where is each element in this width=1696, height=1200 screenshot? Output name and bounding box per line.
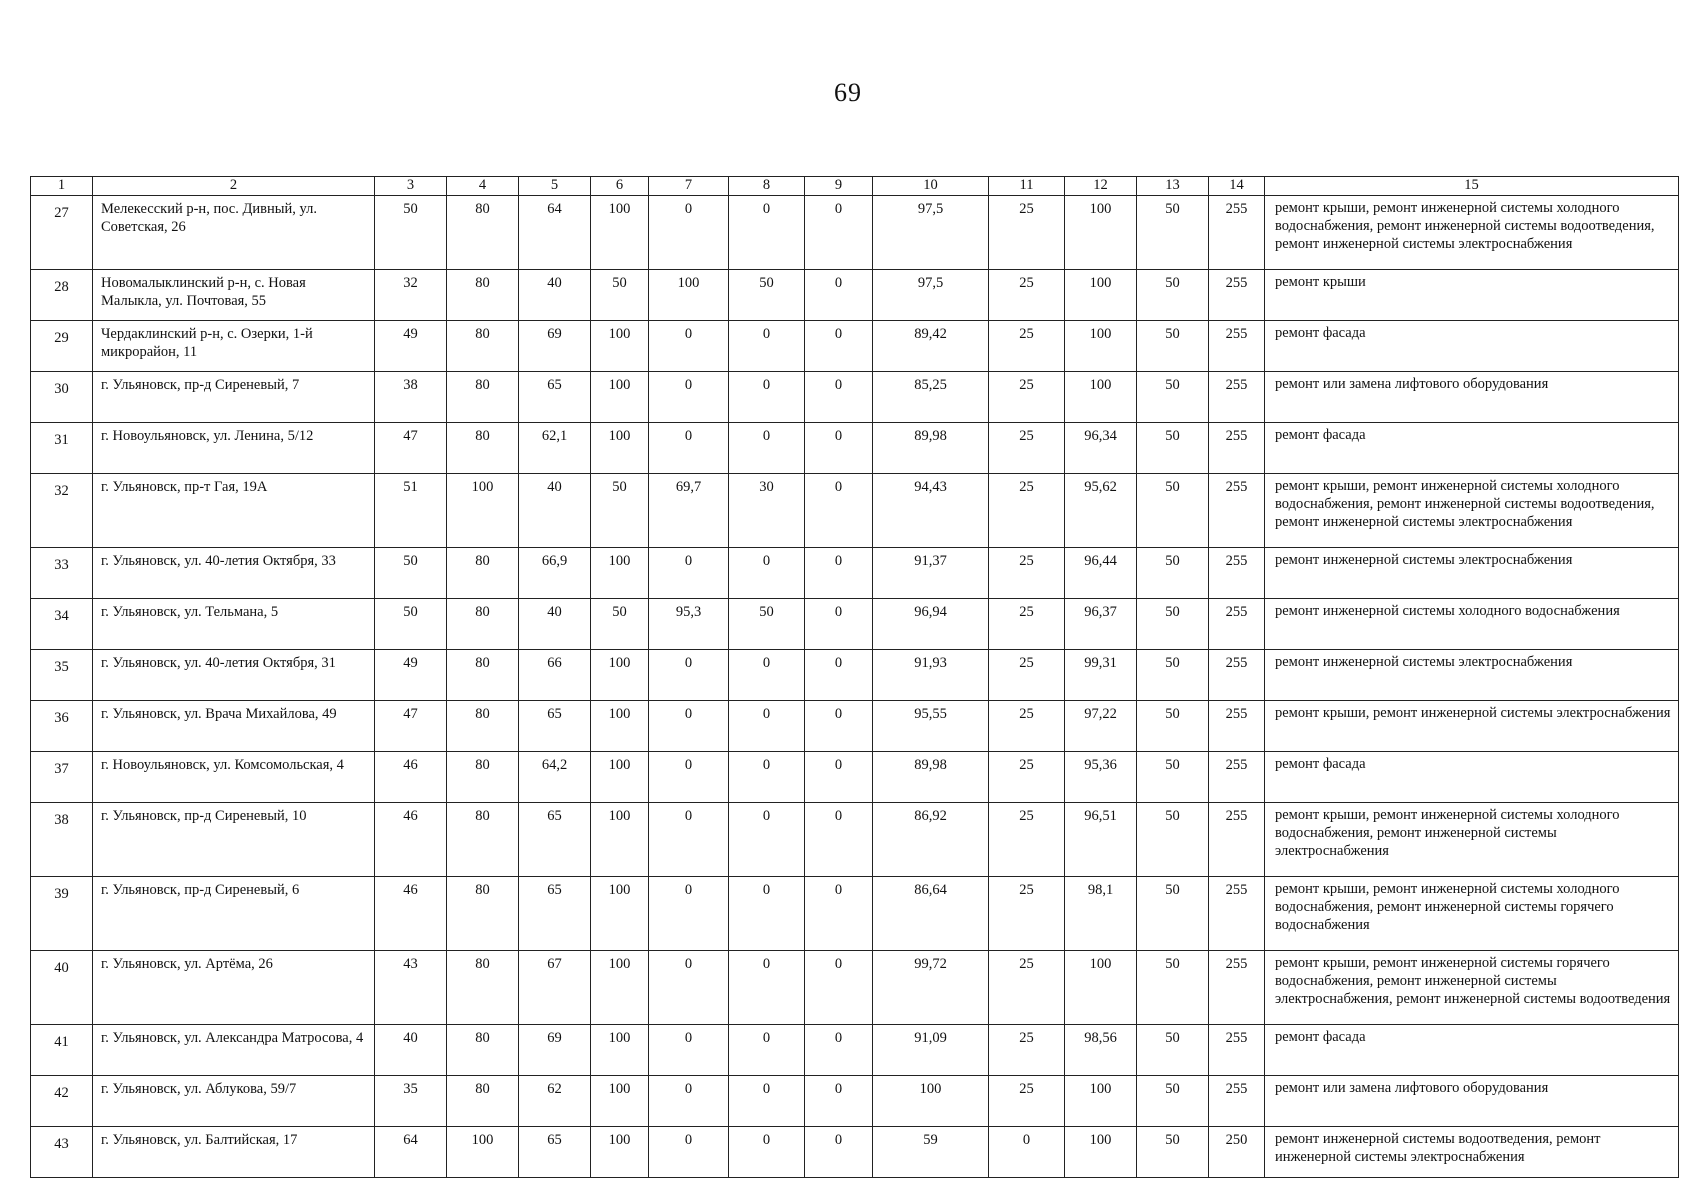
value-cell-c13: 50 xyxy=(1137,1076,1209,1127)
value-cell-c11: 25 xyxy=(989,372,1065,423)
value-cell-c3: 35 xyxy=(375,1076,447,1127)
column-header: 11 xyxy=(989,177,1065,196)
works-cell: ремонт крыши, ремонт инженерной системы холодного водоснабжения, ремонт инженерной системы водоотведения, ремонт инженерной системы электроснабжения xyxy=(1265,196,1679,270)
value-cell-c3: 46 xyxy=(375,752,447,803)
value-cell-c6: 100 xyxy=(591,877,649,951)
value-cell-c10: 89,98 xyxy=(873,423,989,474)
value-cell-c3: 64 xyxy=(375,1127,447,1178)
row-number-cell: 36 xyxy=(31,701,93,752)
value-cell-c5: 62,1 xyxy=(519,423,591,474)
column-header: 4 xyxy=(447,177,519,196)
value-cell-c9: 0 xyxy=(805,803,873,877)
value-cell-c5: 69 xyxy=(519,1025,591,1076)
value-cell-c5: 69 xyxy=(519,321,591,372)
address-cell: г. Ульяновск, пр-д Сиреневый, 6 xyxy=(93,877,375,951)
value-cell-c3: 51 xyxy=(375,474,447,548)
value-cell-c5: 66,9 xyxy=(519,548,591,599)
value-cell-c14: 255 xyxy=(1209,196,1265,270)
value-cell-c6: 50 xyxy=(591,474,649,548)
works-cell: ремонт или замена лифтового оборудования xyxy=(1265,372,1679,423)
value-cell-c13: 50 xyxy=(1137,1127,1209,1178)
address-cell: г. Ульяновск, ул. 40-летия Октября, 33 xyxy=(93,548,375,599)
row-number-cell: 41 xyxy=(31,1025,93,1076)
row-number-cell: 40 xyxy=(31,951,93,1025)
value-cell-c10: 91,93 xyxy=(873,650,989,701)
value-cell-c6: 50 xyxy=(591,599,649,650)
value-cell-c9: 0 xyxy=(805,599,873,650)
value-cell-c4: 100 xyxy=(447,474,519,548)
value-cell-c3: 43 xyxy=(375,951,447,1025)
value-cell-c10: 100 xyxy=(873,1076,989,1127)
column-header: 14 xyxy=(1209,177,1265,196)
value-cell-c7: 0 xyxy=(649,650,729,701)
value-cell-c14: 255 xyxy=(1209,372,1265,423)
value-cell-c9: 0 xyxy=(805,474,873,548)
value-cell-c14: 255 xyxy=(1209,423,1265,474)
header-row xyxy=(31,177,1679,196)
value-cell-c12: 97,22 xyxy=(1065,701,1137,752)
works-cell: ремонт фасада xyxy=(1265,321,1679,372)
value-cell-c11: 25 xyxy=(989,599,1065,650)
value-cell-c5: 40 xyxy=(519,474,591,548)
value-cell-c8: 0 xyxy=(729,1076,805,1127)
value-cell-c7: 0 xyxy=(649,752,729,803)
value-cell-c6: 100 xyxy=(591,701,649,752)
value-cell-c11: 25 xyxy=(989,196,1065,270)
value-cell-c12: 96,51 xyxy=(1065,803,1137,877)
value-cell-c5: 40 xyxy=(519,599,591,650)
value-cell-c8: 0 xyxy=(729,321,805,372)
value-cell-c10: 96,94 xyxy=(873,599,989,650)
value-cell-c10: 89,98 xyxy=(873,752,989,803)
row-number-cell: 34 xyxy=(31,599,93,650)
value-cell-c11: 25 xyxy=(989,650,1065,701)
value-cell-c7: 0 xyxy=(649,372,729,423)
value-cell-c5: 65 xyxy=(519,877,591,951)
table-row xyxy=(31,548,1679,599)
value-cell-c6: 100 xyxy=(591,372,649,423)
value-cell-c14: 255 xyxy=(1209,803,1265,877)
table-row xyxy=(31,474,1679,548)
value-cell-c9: 0 xyxy=(805,877,873,951)
value-cell-c14: 255 xyxy=(1209,877,1265,951)
table-row xyxy=(31,321,1679,372)
value-cell-c11: 0 xyxy=(989,1127,1065,1178)
address-cell: г. Ульяновск, пр-д Сиреневый, 10 xyxy=(93,803,375,877)
row-number-cell: 29 xyxy=(31,321,93,372)
value-cell-c7: 0 xyxy=(649,877,729,951)
value-cell-c14: 255 xyxy=(1209,1076,1265,1127)
column-header: 7 xyxy=(649,177,729,196)
column-header: 2 xyxy=(93,177,375,196)
value-cell-c12: 96,37 xyxy=(1065,599,1137,650)
value-cell-c11: 25 xyxy=(989,877,1065,951)
value-cell-c11: 25 xyxy=(989,803,1065,877)
value-cell-c12: 100 xyxy=(1065,196,1137,270)
value-cell-c11: 25 xyxy=(989,701,1065,752)
value-cell-c5: 65 xyxy=(519,1127,591,1178)
row-number-cell: 35 xyxy=(31,650,93,701)
value-cell-c12: 100 xyxy=(1065,372,1137,423)
value-cell-c13: 50 xyxy=(1137,951,1209,1025)
value-cell-c8: 0 xyxy=(729,803,805,877)
value-cell-c11: 25 xyxy=(989,270,1065,321)
value-cell-c4: 80 xyxy=(447,701,519,752)
value-cell-c6: 100 xyxy=(591,423,649,474)
table-row xyxy=(31,752,1679,803)
value-cell-c7: 0 xyxy=(649,951,729,1025)
value-cell-c11: 25 xyxy=(989,1025,1065,1076)
value-cell-c7: 0 xyxy=(649,423,729,474)
value-cell-c10: 89,42 xyxy=(873,321,989,372)
row-number-cell: 39 xyxy=(31,877,93,951)
value-cell-c13: 50 xyxy=(1137,650,1209,701)
value-cell-c9: 0 xyxy=(805,650,873,701)
value-cell-c4: 80 xyxy=(447,877,519,951)
value-cell-c10: 97,5 xyxy=(873,196,989,270)
row-number-cell: 32 xyxy=(31,474,93,548)
works-cell: ремонт инженерной системы холодного водоснабжения xyxy=(1265,599,1679,650)
value-cell-c6: 100 xyxy=(591,548,649,599)
works-cell: ремонт инженерной системы электроснабжения xyxy=(1265,650,1679,701)
address-cell: Чердаклинский р-н, с. Озерки, 1-й микрорайон, 11 xyxy=(93,321,375,372)
value-cell-c13: 50 xyxy=(1137,548,1209,599)
value-cell-c5: 66 xyxy=(519,650,591,701)
value-cell-c13: 50 xyxy=(1137,196,1209,270)
value-cell-c7: 0 xyxy=(649,1076,729,1127)
value-cell-c10: 86,64 xyxy=(873,877,989,951)
table-row xyxy=(31,1076,1679,1127)
value-cell-c13: 50 xyxy=(1137,701,1209,752)
column-header: 15 xyxy=(1265,177,1679,196)
value-cell-c8: 50 xyxy=(729,599,805,650)
address-cell: г. Ульяновск, ул. 40-летия Октября, 31 xyxy=(93,650,375,701)
value-cell-c6: 100 xyxy=(591,196,649,270)
value-cell-c9: 0 xyxy=(805,1025,873,1076)
value-cell-c6: 100 xyxy=(591,1025,649,1076)
repair-table-container xyxy=(30,176,1671,1178)
value-cell-c5: 64,2 xyxy=(519,752,591,803)
value-cell-c9: 0 xyxy=(805,270,873,321)
address-cell: г. Ульяновск, ул. Аблукова, 59/7 xyxy=(93,1076,375,1127)
works-cell: ремонт фасада xyxy=(1265,1025,1679,1076)
value-cell-c11: 25 xyxy=(989,1076,1065,1127)
value-cell-c11: 25 xyxy=(989,423,1065,474)
value-cell-c12: 96,44 xyxy=(1065,548,1137,599)
value-cell-c8: 0 xyxy=(729,650,805,701)
value-cell-c13: 50 xyxy=(1137,321,1209,372)
value-cell-c4: 80 xyxy=(447,423,519,474)
value-cell-c6: 100 xyxy=(591,650,649,701)
value-cell-c14: 255 xyxy=(1209,752,1265,803)
value-cell-c12: 100 xyxy=(1065,1076,1137,1127)
row-number-cell: 30 xyxy=(31,372,93,423)
value-cell-c9: 0 xyxy=(805,321,873,372)
value-cell-c7: 0 xyxy=(649,1025,729,1076)
value-cell-c8: 30 xyxy=(729,474,805,548)
row-number-cell: 43 xyxy=(31,1127,93,1178)
value-cell-c12: 95,62 xyxy=(1065,474,1137,548)
value-cell-c12: 99,31 xyxy=(1065,650,1137,701)
value-cell-c13: 50 xyxy=(1137,270,1209,321)
value-cell-c12: 100 xyxy=(1065,270,1137,321)
address-cell: г. Ульяновск, ул. Врача Михайлова, 49 xyxy=(93,701,375,752)
value-cell-c5: 67 xyxy=(519,951,591,1025)
value-cell-c4: 80 xyxy=(447,599,519,650)
value-cell-c14: 255 xyxy=(1209,321,1265,372)
value-cell-c7: 0 xyxy=(649,1127,729,1178)
repair-table xyxy=(30,176,1679,1178)
value-cell-c11: 25 xyxy=(989,951,1065,1025)
value-cell-c7: 100 xyxy=(649,270,729,321)
value-cell-c10: 86,92 xyxy=(873,803,989,877)
value-cell-c14: 255 xyxy=(1209,701,1265,752)
value-cell-c6: 100 xyxy=(591,803,649,877)
value-cell-c3: 38 xyxy=(375,372,447,423)
table-row xyxy=(31,372,1679,423)
value-cell-c8: 0 xyxy=(729,877,805,951)
row-number-cell: 33 xyxy=(31,548,93,599)
works-cell: ремонт или замена лифтового оборудования xyxy=(1265,1076,1679,1127)
value-cell-c4: 80 xyxy=(447,548,519,599)
value-cell-c4: 80 xyxy=(447,270,519,321)
value-cell-c8: 0 xyxy=(729,752,805,803)
value-cell-c6: 50 xyxy=(591,270,649,321)
value-cell-c9: 0 xyxy=(805,423,873,474)
value-cell-c11: 25 xyxy=(989,321,1065,372)
value-cell-c4: 100 xyxy=(447,1127,519,1178)
table-row xyxy=(31,1127,1679,1178)
value-cell-c7: 0 xyxy=(649,321,729,372)
value-cell-c10: 95,55 xyxy=(873,701,989,752)
row-number-cell: 28 xyxy=(31,270,93,321)
address-cell: Мелекесский р-н, пос. Дивный, ул. Советская, 26 xyxy=(93,196,375,270)
page-number: 69 xyxy=(834,78,862,107)
value-cell-c14: 255 xyxy=(1209,474,1265,548)
row-number-cell: 37 xyxy=(31,752,93,803)
value-cell-c4: 80 xyxy=(447,752,519,803)
value-cell-c5: 64 xyxy=(519,196,591,270)
address-cell: г. Ульяновск, ул. Артёма, 26 xyxy=(93,951,375,1025)
address-cell: г. Ульяновск, пр-д Сиреневый, 7 xyxy=(93,372,375,423)
value-cell-c12: 96,34 xyxy=(1065,423,1137,474)
value-cell-c3: 46 xyxy=(375,803,447,877)
value-cell-c7: 0 xyxy=(649,803,729,877)
value-cell-c3: 49 xyxy=(375,321,447,372)
works-cell: ремонт крыши, ремонт инженерной системы горячего водоснабжения, ремонт инженерной системы электроснабжения, ремонт инженерной системы водоотведения xyxy=(1265,951,1679,1025)
value-cell-c5: 40 xyxy=(519,270,591,321)
value-cell-c4: 80 xyxy=(447,321,519,372)
value-cell-c8: 0 xyxy=(729,701,805,752)
value-cell-c5: 65 xyxy=(519,372,591,423)
value-cell-c14: 255 xyxy=(1209,599,1265,650)
value-cell-c4: 80 xyxy=(447,803,519,877)
value-cell-c10: 94,43 xyxy=(873,474,989,548)
value-cell-c8: 0 xyxy=(729,951,805,1025)
works-cell: ремонт инженерной системы водоотведения, ремонт инженерной системы электроснабжения xyxy=(1265,1127,1679,1178)
value-cell-c14: 255 xyxy=(1209,650,1265,701)
value-cell-c4: 80 xyxy=(447,196,519,270)
value-cell-c13: 50 xyxy=(1137,752,1209,803)
value-cell-c9: 0 xyxy=(805,196,873,270)
value-cell-c6: 100 xyxy=(591,1076,649,1127)
value-cell-c10: 85,25 xyxy=(873,372,989,423)
value-cell-c12: 100 xyxy=(1065,951,1137,1025)
address-cell: г. Ульяновск, ул. Балтийская, 17 xyxy=(93,1127,375,1178)
value-cell-c7: 0 xyxy=(649,196,729,270)
value-cell-c3: 50 xyxy=(375,548,447,599)
table-row xyxy=(31,196,1679,270)
value-cell-c3: 50 xyxy=(375,599,447,650)
value-cell-c4: 80 xyxy=(447,1025,519,1076)
value-cell-c5: 65 xyxy=(519,701,591,752)
works-cell: ремонт крыши, ремонт инженерной системы холодного водоснабжения, ремонт инженерной системы горячего водоснабжения xyxy=(1265,877,1679,951)
address-cell: г. Ульяновск, ул. Тельмана, 5 xyxy=(93,599,375,650)
value-cell-c3: 46 xyxy=(375,877,447,951)
table-row xyxy=(31,803,1679,877)
value-cell-c10: 59 xyxy=(873,1127,989,1178)
row-number-cell: 27 xyxy=(31,196,93,270)
value-cell-c6: 100 xyxy=(591,321,649,372)
value-cell-c10: 91,37 xyxy=(873,548,989,599)
column-header: 1 xyxy=(31,177,93,196)
value-cell-c13: 50 xyxy=(1137,1025,1209,1076)
value-cell-c9: 0 xyxy=(805,701,873,752)
value-cell-c3: 49 xyxy=(375,650,447,701)
value-cell-c6: 100 xyxy=(591,951,649,1025)
value-cell-c13: 50 xyxy=(1137,803,1209,877)
value-cell-c12: 100 xyxy=(1065,321,1137,372)
table-row xyxy=(31,701,1679,752)
value-cell-c8: 0 xyxy=(729,196,805,270)
table-body xyxy=(31,196,1679,1178)
table-row xyxy=(31,423,1679,474)
value-cell-c13: 50 xyxy=(1137,423,1209,474)
value-cell-c5: 62 xyxy=(519,1076,591,1127)
value-cell-c3: 47 xyxy=(375,423,447,474)
value-cell-c13: 50 xyxy=(1137,599,1209,650)
value-cell-c8: 0 xyxy=(729,1127,805,1178)
value-cell-c9: 0 xyxy=(805,548,873,599)
value-cell-c3: 32 xyxy=(375,270,447,321)
works-cell: ремонт фасада xyxy=(1265,423,1679,474)
value-cell-c14: 255 xyxy=(1209,548,1265,599)
address-cell: г. Новоульяновск, ул. Комсомольская, 4 xyxy=(93,752,375,803)
value-cell-c8: 0 xyxy=(729,372,805,423)
value-cell-c13: 50 xyxy=(1137,877,1209,951)
value-cell-c10: 97,5 xyxy=(873,270,989,321)
row-number-cell: 38 xyxy=(31,803,93,877)
address-cell: г. Ульяновск, ул. Александра Матросова, 4 xyxy=(93,1025,375,1076)
value-cell-c3: 47 xyxy=(375,701,447,752)
value-cell-c5: 65 xyxy=(519,803,591,877)
value-cell-c7: 95,3 xyxy=(649,599,729,650)
value-cell-c12: 98,56 xyxy=(1065,1025,1137,1076)
address-cell: Новомалыклинский р-н, с. Новая Малыкла, ул. Почтовая, 55 xyxy=(93,270,375,321)
value-cell-c14: 255 xyxy=(1209,270,1265,321)
value-cell-c8: 0 xyxy=(729,548,805,599)
value-cell-c8: 0 xyxy=(729,1025,805,1076)
value-cell-c3: 40 xyxy=(375,1025,447,1076)
value-cell-c9: 0 xyxy=(805,1076,873,1127)
value-cell-c6: 100 xyxy=(591,752,649,803)
value-cell-c13: 50 xyxy=(1137,372,1209,423)
column-header: 12 xyxy=(1065,177,1137,196)
value-cell-c14: 255 xyxy=(1209,1025,1265,1076)
value-cell-c10: 91,09 xyxy=(873,1025,989,1076)
table-row xyxy=(31,650,1679,701)
table-row xyxy=(31,270,1679,321)
value-cell-c7: 0 xyxy=(649,701,729,752)
works-cell: ремонт крыши, ремонт инженерной системы электроснабжения xyxy=(1265,701,1679,752)
value-cell-c11: 25 xyxy=(989,548,1065,599)
value-cell-c11: 25 xyxy=(989,474,1065,548)
table-row xyxy=(31,1025,1679,1076)
value-cell-c4: 80 xyxy=(447,650,519,701)
works-cell: ремонт фасада xyxy=(1265,752,1679,803)
value-cell-c9: 0 xyxy=(805,752,873,803)
column-header: 3 xyxy=(375,177,447,196)
value-cell-c7: 0 xyxy=(649,548,729,599)
value-cell-c8: 0 xyxy=(729,423,805,474)
works-cell: ремонт инженерной системы электроснабжения xyxy=(1265,548,1679,599)
value-cell-c9: 0 xyxy=(805,1127,873,1178)
value-cell-c14: 250 xyxy=(1209,1127,1265,1178)
value-cell-c4: 80 xyxy=(447,372,519,423)
works-cell: ремонт крыши xyxy=(1265,270,1679,321)
value-cell-c7: 69,7 xyxy=(649,474,729,548)
column-header: 13 xyxy=(1137,177,1209,196)
value-cell-c8: 50 xyxy=(729,270,805,321)
column-header: 6 xyxy=(591,177,649,196)
value-cell-c9: 0 xyxy=(805,372,873,423)
address-cell: г. Новоульяновск, ул. Ленина, 5/12 xyxy=(93,423,375,474)
works-cell: ремонт крыши, ремонт инженерной системы холодного водоснабжения, ремонт инженерной системы водоотведения, ремонт инженерной системы электроснабжения xyxy=(1265,474,1679,548)
column-header: 5 xyxy=(519,177,591,196)
value-cell-c12: 98,1 xyxy=(1065,877,1137,951)
value-cell-c4: 80 xyxy=(447,1076,519,1127)
value-cell-c14: 255 xyxy=(1209,951,1265,1025)
row-number-cell: 31 xyxy=(31,423,93,474)
value-cell-c3: 50 xyxy=(375,196,447,270)
table-row xyxy=(31,951,1679,1025)
value-cell-c4: 80 xyxy=(447,951,519,1025)
column-header: 8 xyxy=(729,177,805,196)
value-cell-c13: 50 xyxy=(1137,474,1209,548)
value-cell-c10: 99,72 xyxy=(873,951,989,1025)
value-cell-c12: 100 xyxy=(1065,1127,1137,1178)
works-cell: ремонт крыши, ремонт инженерной системы холодного водоснабжения, ремонт инженерной системы электроснабжения xyxy=(1265,803,1679,877)
value-cell-c12: 95,36 xyxy=(1065,752,1137,803)
value-cell-c6: 100 xyxy=(591,1127,649,1178)
column-header: 10 xyxy=(873,177,989,196)
row-number-cell: 42 xyxy=(31,1076,93,1127)
table-row xyxy=(31,599,1679,650)
column-header: 9 xyxy=(805,177,873,196)
address-cell: г. Ульяновск, пр-т Гая, 19А xyxy=(93,474,375,548)
value-cell-c9: 0 xyxy=(805,951,873,1025)
value-cell-c11: 25 xyxy=(989,752,1065,803)
table-row xyxy=(31,877,1679,951)
